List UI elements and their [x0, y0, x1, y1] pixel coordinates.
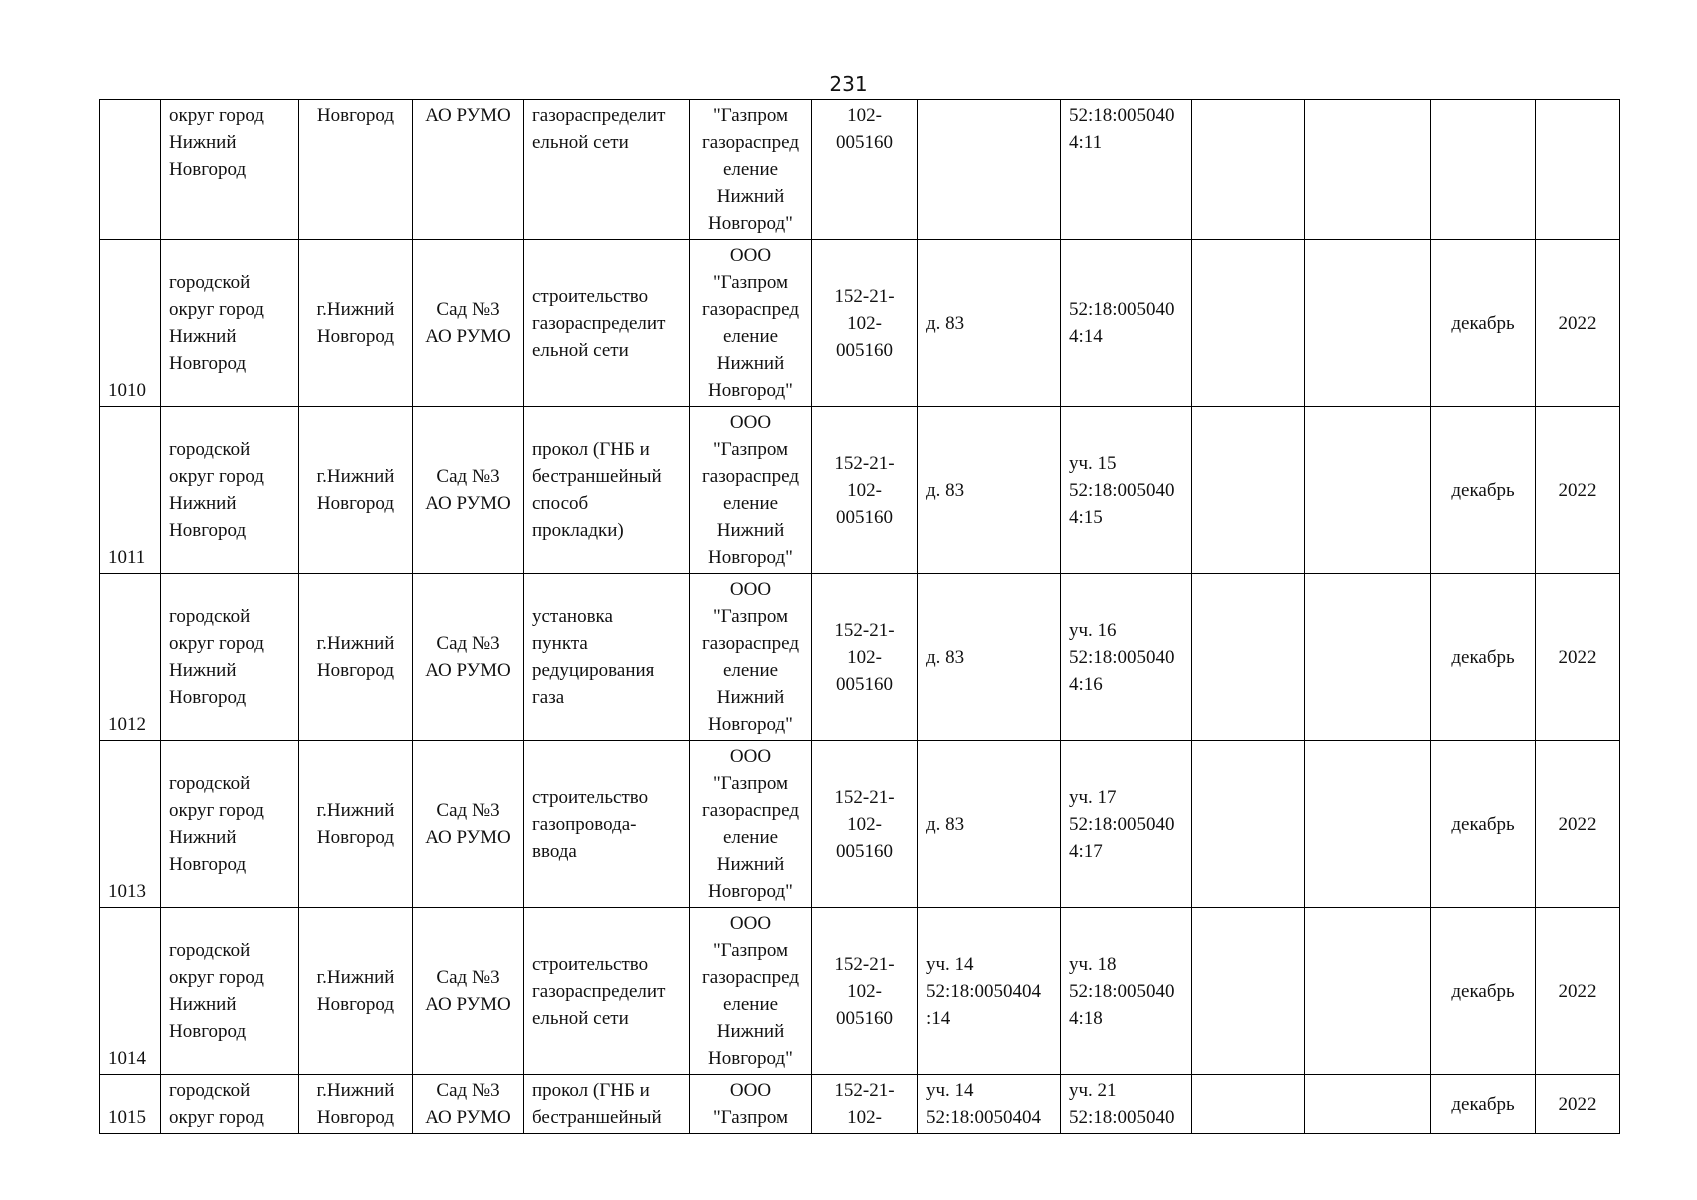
cell-city-line: Новгород	[316, 827, 395, 848]
cell-work-type	[524, 574, 690, 741]
cell-number	[100, 100, 161, 240]
cell-empty	[1305, 100, 1431, 240]
cell-year: 2022	[1536, 240, 1620, 407]
cell-work-type-line: установка	[532, 606, 613, 627]
cell-company	[690, 1075, 812, 1134]
cell-cadastral	[1061, 407, 1192, 574]
cell-city	[299, 1075, 413, 1134]
cell-city-line: Новгород	[316, 326, 395, 347]
cell-house	[918, 240, 1061, 407]
cell-code-line: 152-21-	[834, 619, 895, 641]
cell-year: 2022	[1536, 574, 1620, 741]
cell-cadastral-line: 4:14	[1069, 326, 1103, 347]
cell-empty	[1305, 1075, 1431, 1134]
cell-house	[918, 574, 1061, 741]
cell-garden	[413, 240, 524, 407]
cell-code	[812, 574, 918, 741]
cell-city	[299, 908, 413, 1075]
cell-code-line: 102-	[847, 105, 882, 126]
cell-company-line: газораспред	[701, 299, 799, 320]
cell-district-line: Нижний	[169, 660, 237, 681]
cell-work-type-line: ельной сети	[532, 132, 629, 153]
cell-company	[690, 407, 812, 574]
cell-empty	[1192, 100, 1305, 240]
cell-code	[812, 741, 918, 908]
cell-city-line: г.Нижний	[316, 299, 395, 320]
cell-code-line: 005160	[836, 840, 893, 862]
cell-company-line: Новгород"	[708, 380, 793, 401]
cell-district-line: Нижний	[169, 994, 237, 1015]
cell-cadastral	[1061, 574, 1192, 741]
cell-company-line: Новгород"	[708, 1048, 793, 1069]
cell-company-line: ООО	[729, 579, 772, 600]
cell-work-type-line: бестраншейный	[532, 466, 662, 487]
cell-cadastral-line: 52:18:005040	[1069, 1107, 1175, 1128]
cell-city-line: Новгород	[316, 660, 395, 681]
cell-company	[690, 741, 812, 908]
cell-empty	[1192, 1075, 1305, 1134]
cell-garden	[413, 574, 524, 741]
cell-district	[161, 100, 299, 240]
cell-cadastral-line: 4:15	[1069, 506, 1103, 528]
cell-district-line: Новгород	[169, 687, 247, 708]
cell-garden-line: АО РУМО	[425, 105, 511, 126]
cell-empty	[1305, 240, 1431, 407]
cell-garden-line: Сад №3	[436, 1080, 500, 1101]
cell-month: декабрь	[1431, 908, 1536, 1075]
cell-cadastral-line: уч. 17	[1069, 786, 1117, 808]
cell-cadastral-line: 52:18:005040	[1069, 105, 1175, 126]
cell-garden-line: АО РУМО	[425, 493, 511, 514]
cell-empty	[1305, 741, 1431, 908]
cell-code-line: 005160	[836, 673, 893, 695]
cell-company	[690, 574, 812, 741]
cell-number: 1014	[100, 908, 161, 1075]
cell-city-line: Новгород	[316, 105, 395, 126]
page-number: 231	[829, 72, 868, 96]
table-row	[100, 574, 1620, 741]
cell-district	[161, 908, 299, 1075]
cell-code	[812, 1075, 918, 1134]
cell-code	[812, 407, 918, 574]
cell-district-line: Новгород	[169, 520, 247, 541]
cell-work-type-line: прокладки)	[532, 520, 624, 541]
cell-company	[690, 240, 812, 407]
cell-garden-line: Сад №3	[436, 466, 500, 487]
cell-company-line: Нижний	[716, 687, 785, 708]
cell-code-line: 005160	[836, 339, 893, 361]
cell-cadastral-line: уч. 18	[1069, 953, 1117, 975]
cell-district	[161, 741, 299, 908]
cell-cadastral-line: уч. 16	[1069, 619, 1117, 641]
cell-house-line: уч. 14	[926, 1080, 974, 1101]
cell-number: 1015	[100, 1075, 161, 1134]
cell-house	[918, 1075, 1061, 1134]
cell-company-line: газораспред	[701, 132, 799, 153]
cell-house-line: :14	[926, 1007, 951, 1029]
cell-garden-line: АО РУМО	[425, 326, 511, 347]
cell-district-line: округ город	[169, 105, 264, 126]
cell-work-type-line: способ	[532, 493, 589, 514]
cell-work-type-line: ввода	[532, 840, 577, 862]
cell-city-line: Новгород	[316, 1107, 395, 1128]
cell-district	[161, 240, 299, 407]
cell-house-line: 52:18:0050404	[926, 1107, 1042, 1128]
cell-work-type-line: газораспределит	[532, 980, 666, 1002]
cell-company-line: ООО	[729, 913, 772, 934]
cell-district-line: городской	[169, 606, 251, 627]
cell-work-type-line: прокол (ГНБ и	[532, 439, 650, 460]
cell-cadastral-line: 4:16	[1069, 673, 1103, 695]
cell-company-line: еление	[722, 493, 779, 514]
cell-cadastral-line: уч. 15	[1069, 452, 1117, 474]
cell-company-line: еление	[722, 159, 779, 180]
cell-district-line: округ город	[169, 633, 264, 654]
cell-month: декабрь	[1431, 574, 1536, 741]
cell-code-line: 102-	[847, 1107, 882, 1128]
cell-district-line: Нижний	[169, 493, 237, 514]
cell-work-type-line: строительство	[532, 786, 649, 808]
cell-cadastral-line: 52:18:005040	[1069, 479, 1175, 501]
cell-code-line: 005160	[836, 506, 893, 528]
cell-garden	[413, 741, 524, 908]
cell-company-line: Новгород"	[708, 881, 793, 902]
cell-year	[1536, 100, 1620, 240]
cell-code-line: 005160	[836, 132, 893, 153]
cell-year: 2022	[1536, 1075, 1620, 1134]
cell-district-line: Нижний	[169, 827, 237, 848]
cell-garden	[413, 100, 524, 240]
cell-company-line: Новгород"	[708, 547, 793, 568]
cell-month: декабрь	[1431, 407, 1536, 574]
cell-company-line: газораспред	[701, 466, 799, 487]
cell-cadastral-line: уч. 21	[1069, 1080, 1117, 1101]
cell-district-line: городской	[169, 272, 251, 293]
cell-house-line: д. 83	[926, 312, 965, 334]
cell-company-line: газораспред	[701, 633, 799, 654]
cell-district	[161, 1075, 299, 1134]
cell-cadastral-line: 4:17	[1069, 840, 1103, 862]
cell-work-type-line: газораспределит	[532, 312, 666, 334]
cell-company-line: Нижний	[716, 520, 785, 541]
cell-code-line: 152-21-	[834, 285, 895, 307]
cell-garden-line: АО РУМО	[425, 1107, 511, 1128]
cell-house	[918, 407, 1061, 574]
cell-cadastral	[1061, 908, 1192, 1075]
cell-company-line: Нижний	[716, 353, 785, 374]
cell-number: 1010	[100, 240, 161, 407]
cell-work-type-line: строительство	[532, 285, 649, 307]
cell-code	[812, 100, 918, 240]
cell-district-line: Новгород	[169, 854, 247, 875]
cell-garden-line: Сад №3	[436, 800, 500, 821]
cell-company-line: еление	[722, 827, 779, 848]
cell-city	[299, 100, 413, 240]
cell-city	[299, 407, 413, 574]
cell-company-line: еление	[722, 660, 779, 681]
cell-company-line: "Газпром	[712, 1107, 789, 1128]
cell-code-line: 102-	[847, 312, 882, 334]
cell-code-line: 102-	[847, 980, 882, 1002]
cell-company-line: "Газпром	[712, 773, 789, 794]
table-row	[100, 100, 1620, 240]
cell-cadastral	[1061, 741, 1192, 908]
cell-house-line: д. 83	[926, 813, 965, 835]
cell-district-line: городской	[169, 940, 251, 961]
cell-code-line: 102-	[847, 813, 882, 835]
table-row	[100, 240, 1620, 407]
cell-work-type-line: газопровода-	[532, 813, 637, 835]
cell-district	[161, 407, 299, 574]
cell-cadastral	[1061, 100, 1192, 240]
cell-work-type-line: бестраншейный	[532, 1107, 662, 1128]
cell-code-line: 102-	[847, 646, 882, 668]
cell-month: декабрь	[1431, 1075, 1536, 1134]
cell-company	[690, 100, 812, 240]
cell-garden-line: Сад №3	[436, 299, 500, 320]
cell-garden	[413, 1075, 524, 1134]
table-body	[100, 100, 1620, 1134]
cell-city-line: Новгород	[316, 493, 395, 514]
cell-cadastral	[1061, 1075, 1192, 1134]
cell-year: 2022	[1536, 741, 1620, 908]
cell-empty	[1192, 574, 1305, 741]
cell-district-line: округ город	[169, 967, 264, 988]
cell-garden-line: Сад №3	[436, 633, 500, 654]
cell-company-line: газораспред	[701, 967, 799, 988]
cell-city-line: г.Нижний	[316, 800, 395, 821]
table-row	[100, 407, 1620, 574]
cell-work-type-line: газораспределит	[532, 105, 666, 126]
cell-company-line: "Газпром	[712, 105, 789, 126]
registry-table	[99, 99, 1620, 1134]
cell-month: декабрь	[1431, 240, 1536, 407]
cell-code-line: 005160	[836, 1007, 893, 1029]
cell-month	[1431, 100, 1536, 240]
cell-work-type-line: прокол (ГНБ и	[532, 1080, 650, 1101]
cell-work-type	[524, 908, 690, 1075]
cell-cadastral-line: 4:18	[1069, 1007, 1103, 1029]
table-row	[100, 908, 1620, 1075]
cell-company-line: ООО	[729, 412, 772, 433]
cell-company-line: "Газпром	[712, 439, 789, 460]
cell-district-line: округ город	[169, 466, 264, 487]
cell-district	[161, 574, 299, 741]
cell-code-line: 102-	[847, 479, 882, 501]
cell-district-line: городской	[169, 1080, 251, 1101]
cell-company-line: Новгород"	[708, 213, 793, 234]
cell-house	[918, 100, 1061, 240]
cell-house-line: уч. 14	[926, 953, 974, 975]
cell-company-line: Нижний	[716, 186, 785, 207]
cell-garden	[413, 908, 524, 1075]
cell-city	[299, 741, 413, 908]
cell-company	[690, 908, 812, 1075]
cell-district-line: Нижний	[169, 326, 237, 347]
cell-city-line: г.Нижний	[316, 466, 395, 487]
cell-cadastral-line: 52:18:005040	[1069, 813, 1175, 835]
cell-cadastral-line: 52:18:005040	[1069, 980, 1175, 1002]
cell-year: 2022	[1536, 407, 1620, 574]
cell-work-type	[524, 741, 690, 908]
cell-garden-line: АО РУМО	[425, 827, 511, 848]
cell-work-type-line: пункта	[532, 633, 588, 654]
cell-house	[918, 908, 1061, 1075]
cell-year: 2022	[1536, 908, 1620, 1075]
cell-district-line: Новгород	[169, 353, 247, 374]
cell-district-line: Нижний	[169, 132, 237, 153]
cell-code-line: 152-21-	[834, 1080, 895, 1101]
cell-city-line: Новгород	[316, 994, 395, 1015]
cell-company-line: газораспред	[701, 800, 799, 821]
cell-city	[299, 574, 413, 741]
cell-garden-line: АО РУМО	[425, 660, 511, 681]
cell-company-line: Новгород"	[708, 714, 793, 735]
cell-house	[918, 741, 1061, 908]
cell-district-line: округ город	[169, 1107, 264, 1128]
cell-empty	[1305, 407, 1431, 574]
cell-house-line: д. 83	[926, 646, 965, 668]
cell-company-line: ООО	[729, 245, 772, 266]
cell-district-line: городской	[169, 439, 251, 460]
cell-district-line: городской	[169, 773, 251, 794]
cell-empty	[1192, 240, 1305, 407]
cell-cadastral	[1061, 240, 1192, 407]
cell-code-line: 152-21-	[834, 452, 895, 474]
cell-company-line: ООО	[729, 746, 772, 767]
cell-code-line: 152-21-	[834, 786, 895, 808]
cell-work-type-line: строительство	[532, 953, 649, 975]
cell-garden-line: Сад №3	[436, 967, 500, 988]
cell-work-type-line: редуцирования	[532, 660, 655, 681]
cell-code-line: 152-21-	[834, 953, 895, 975]
cell-empty	[1192, 741, 1305, 908]
table-row	[100, 741, 1620, 908]
cell-garden-line: АО РУМО	[425, 994, 511, 1015]
cell-company-line: Нижний	[716, 854, 785, 875]
cell-number: 1012	[100, 574, 161, 741]
cell-district-line: округ город	[169, 800, 264, 821]
cell-company-line: "Газпром	[712, 606, 789, 627]
cell-city-line: г.Нижний	[316, 967, 395, 988]
cell-garden	[413, 407, 524, 574]
cell-code	[812, 240, 918, 407]
cell-district-line: Новгород	[169, 159, 247, 180]
cell-company-line: ООО	[729, 1080, 772, 1101]
cell-city	[299, 240, 413, 407]
cell-number: 1013	[100, 741, 161, 908]
cell-cadastral-line: 52:18:005040	[1069, 299, 1175, 320]
cell-work-type-line: ельной сети	[532, 1007, 629, 1029]
cell-empty	[1305, 908, 1431, 1075]
cell-company-line: "Газпром	[712, 940, 789, 961]
cell-company-line: Нижний	[716, 1021, 785, 1042]
cell-cadastral-line: 4:11	[1069, 132, 1103, 153]
cell-company-line: еление	[722, 326, 779, 347]
cell-work-type	[524, 100, 690, 240]
cell-work-type	[524, 240, 690, 407]
cell-work-type-line: газа	[532, 687, 565, 708]
cell-code	[812, 908, 918, 1075]
cell-number: 1011	[100, 407, 161, 574]
cell-district-line: округ город	[169, 299, 264, 320]
cell-work-type	[524, 407, 690, 574]
cell-empty	[1305, 574, 1431, 741]
cell-house-line: д. 83	[926, 479, 965, 501]
cell-company-line: "Газпром	[712, 272, 789, 293]
cell-empty	[1192, 407, 1305, 574]
cell-city-line: г.Нижний	[316, 1080, 395, 1101]
cell-work-type	[524, 1075, 690, 1134]
cell-empty	[1192, 908, 1305, 1075]
cell-work-type-line: ельной сети	[532, 339, 629, 361]
cell-company-line: еление	[722, 994, 779, 1015]
cell-city-line: г.Нижний	[316, 633, 395, 654]
cell-house-line: 52:18:0050404	[926, 980, 1042, 1002]
cell-month: декабрь	[1431, 741, 1536, 908]
cell-district-line: Новгород	[169, 1021, 247, 1042]
table-row	[100, 1075, 1620, 1134]
cell-cadastral-line: 52:18:005040	[1069, 646, 1175, 668]
